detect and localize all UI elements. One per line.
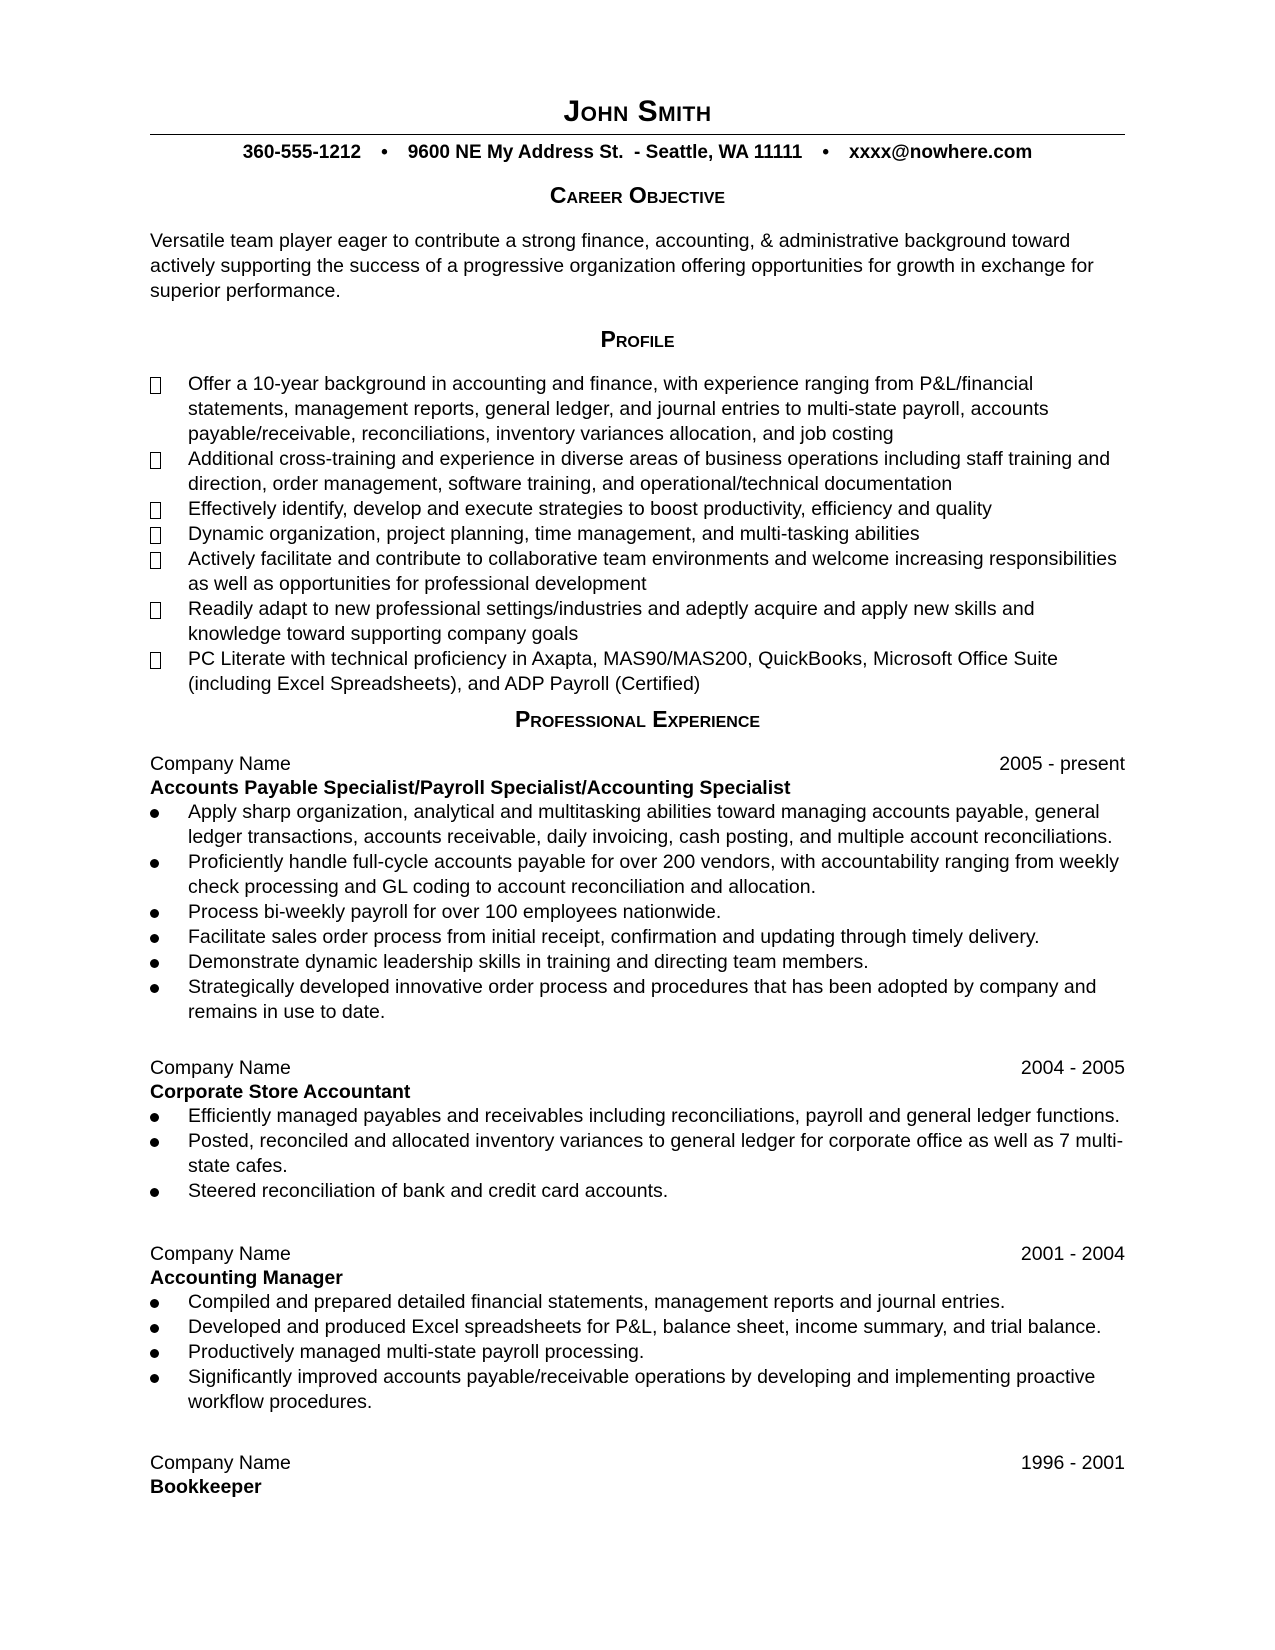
job-header	[150, 752, 1125, 777]
checkbox-bullet-icon	[150, 447, 170, 476]
profile-item	[150, 372, 1125, 447]
job-header	[150, 1451, 1125, 1476]
candidate-name: John Smith	[563, 95, 712, 128]
job-duty-text: Significantly improved accounts payable/receivable operations by developing and implementing proactive workflow procedures.	[188, 1366, 1096, 1413]
job-duties-list	[150, 800, 1125, 1025]
job-dates: 1996 - 2001	[1020, 1452, 1125, 1474]
street-address: 9600 NE My Address St. - Seattle, WA 11111	[407, 142, 803, 163]
job-duty	[150, 850, 1125, 900]
profile-item	[150, 647, 1125, 697]
profile-item-text: Offer a 10-year background in accounting and finance, with experience ranging from P&L/financial statements, management reports, general ledger, and journal entries to multi-state payroll, accounts payable/receivable, reconciliations, inventory variances allocation, and job costing	[188, 373, 1049, 445]
company-name: Company Name	[150, 1452, 291, 1474]
job-header	[150, 1242, 1125, 1267]
job-duty-text: Strategically developed innovative order process and procedures that has been adopted by company and remains in use to date.	[188, 976, 1097, 1023]
profile-item	[150, 597, 1125, 647]
job-duty-text: Demonstrate dynamic leadership skills in training and directing team members.	[188, 951, 869, 973]
phone-number: 360-555-1212	[242, 142, 362, 163]
company-name: Company Name	[150, 1057, 291, 1079]
experience-heading: Professional Experience	[514, 706, 761, 732]
job-duty-text: Efficiently managed payables and receivables including reconciliations, payroll and general ledger functions.	[188, 1105, 1120, 1127]
job-duty	[150, 975, 1125, 1025]
job-duty-text: Facilitate sales order process from initial receipt, confirmation and updating through timely delivery.	[188, 926, 1040, 948]
company-name: Company Name	[150, 1243, 291, 1265]
job-duty	[150, 1179, 1125, 1204]
job-title: Accounts Payable Specialist/Payroll Specialist/Accounting Specialist	[150, 777, 791, 799]
job-duty	[150, 1365, 1125, 1415]
job-duty	[150, 1340, 1125, 1365]
job-duty-text: Process bi-weekly payroll for over 100 employees nationwide.	[188, 901, 722, 923]
bullet-icon	[150, 800, 170, 825]
job-duty	[150, 900, 1125, 925]
profile-list	[150, 372, 1125, 697]
profile-item-text: PC Literate with technical proficiency in Axapta, MAS90/MAS200, QuickBooks, Microsoft Office Suite (including Excel Spreadsheets), and ADP Payroll (Certified)	[188, 648, 1058, 695]
separator-bullet: •	[822, 142, 829, 163]
job-title: Accounting Manager	[150, 1267, 343, 1289]
profile-item-text: Effectively identify, develop and execute strategies to boost productivity, efficiency and quality	[188, 498, 992, 520]
profile-heading: Profile	[600, 326, 675, 352]
bullet-icon	[150, 925, 170, 950]
job-duty-text: Compiled and prepared detailed financial statements, management reports and journal entries.	[188, 1291, 1006, 1313]
job-duty-text: Apply sharp organization, analytical and multitasking abilities toward managing accounts payable, general ledger transactions, accounts receivable, daily invoicing, cash posting, and multiple account reconciliations.	[188, 801, 1113, 848]
career-objective-text: Versatile team player eager to contribute a strong finance, accounting, & administrative background toward actively supporting the success of a progressive organization offering opportunities for growth in exchange for superior performance.	[150, 230, 1094, 302]
job-duties-list	[150, 1290, 1125, 1415]
job-title: Corporate Store Accountant	[150, 1081, 411, 1103]
bullet-icon	[150, 1315, 170, 1340]
profile-item	[150, 447, 1125, 497]
bullet-icon	[150, 1104, 170, 1129]
job-duty	[150, 1315, 1125, 1340]
bullet-icon	[150, 850, 170, 875]
profile-item-text: Additional cross-training and experience in diverse areas of business operations including staff training and direction, order management, software training, and operational/technical documentation	[188, 448, 1111, 495]
job-duties-list	[150, 1104, 1125, 1204]
company-name: Company Name	[150, 753, 291, 775]
bullet-icon	[150, 1179, 170, 1204]
job-duty	[150, 1104, 1125, 1129]
job-duty-text: Productively managed multi-state payroll processing.	[188, 1341, 645, 1363]
profile-item	[150, 522, 1125, 547]
checkbox-bullet-icon	[150, 547, 170, 576]
profile-item-text: Actively facilitate and contribute to collaborative team environments and welcome increasing responsibilities as well as opportunities for professional development	[188, 548, 1117, 595]
job-duty	[150, 1129, 1125, 1179]
job-dates: 2004 - 2005	[1020, 1057, 1125, 1079]
job-duty	[150, 1290, 1125, 1315]
email-address: xxxx@nowhere.com	[849, 142, 1033, 163]
job-dates: 2005 - present	[999, 753, 1125, 775]
bullet-icon	[150, 1290, 170, 1315]
job-duty-text: Developed and produced Excel spreadsheets for P&L, balance sheet, income summary, and trial balance.	[188, 1316, 1102, 1338]
job-dates: 2001 - 2004	[1020, 1243, 1125, 1265]
bullet-icon	[150, 900, 170, 925]
job-duty	[150, 950, 1125, 975]
job-duty-text: Steered reconciliation of bank and credit card accounts.	[188, 1180, 669, 1202]
contact-line	[150, 141, 1125, 165]
bullet-icon	[150, 975, 170, 1000]
checkbox-bullet-icon	[150, 597, 170, 626]
career-objective-heading: Career Objective	[549, 182, 726, 208]
profile-item-text: Dynamic organization, project planning, time management, and multi-tasking abilities	[188, 523, 920, 545]
profile-item	[150, 497, 1125, 522]
bullet-icon	[150, 950, 170, 975]
bullet-icon	[150, 1340, 170, 1365]
bullet-icon	[150, 1129, 170, 1154]
job-duty	[150, 800, 1125, 850]
checkbox-bullet-icon	[150, 647, 170, 676]
job-title: Bookkeeper	[150, 1476, 262, 1498]
profile-item-text: Readily adapt to new professional settings/industries and adeptly acquire and apply new skills and knowledge toward supporting company goals	[188, 598, 1035, 645]
separator-bullet: •	[381, 142, 388, 163]
job-duty	[150, 925, 1125, 950]
job-duty-text: Posted, reconciled and allocated inventory variances to general ledger for corporate office as well as 7 multi-state cafes.	[188, 1130, 1124, 1177]
job-duty-text: Proficiently handle full-cycle accounts payable for over 200 vendors, with accountability ranging from weekly check processing and GL coding to account reconciliation and allocation.	[188, 851, 1120, 898]
profile-item	[150, 547, 1125, 597]
checkbox-bullet-icon	[150, 372, 170, 401]
name-divider	[150, 134, 1125, 135]
job-header	[150, 1056, 1125, 1081]
bullet-icon	[150, 1365, 170, 1390]
